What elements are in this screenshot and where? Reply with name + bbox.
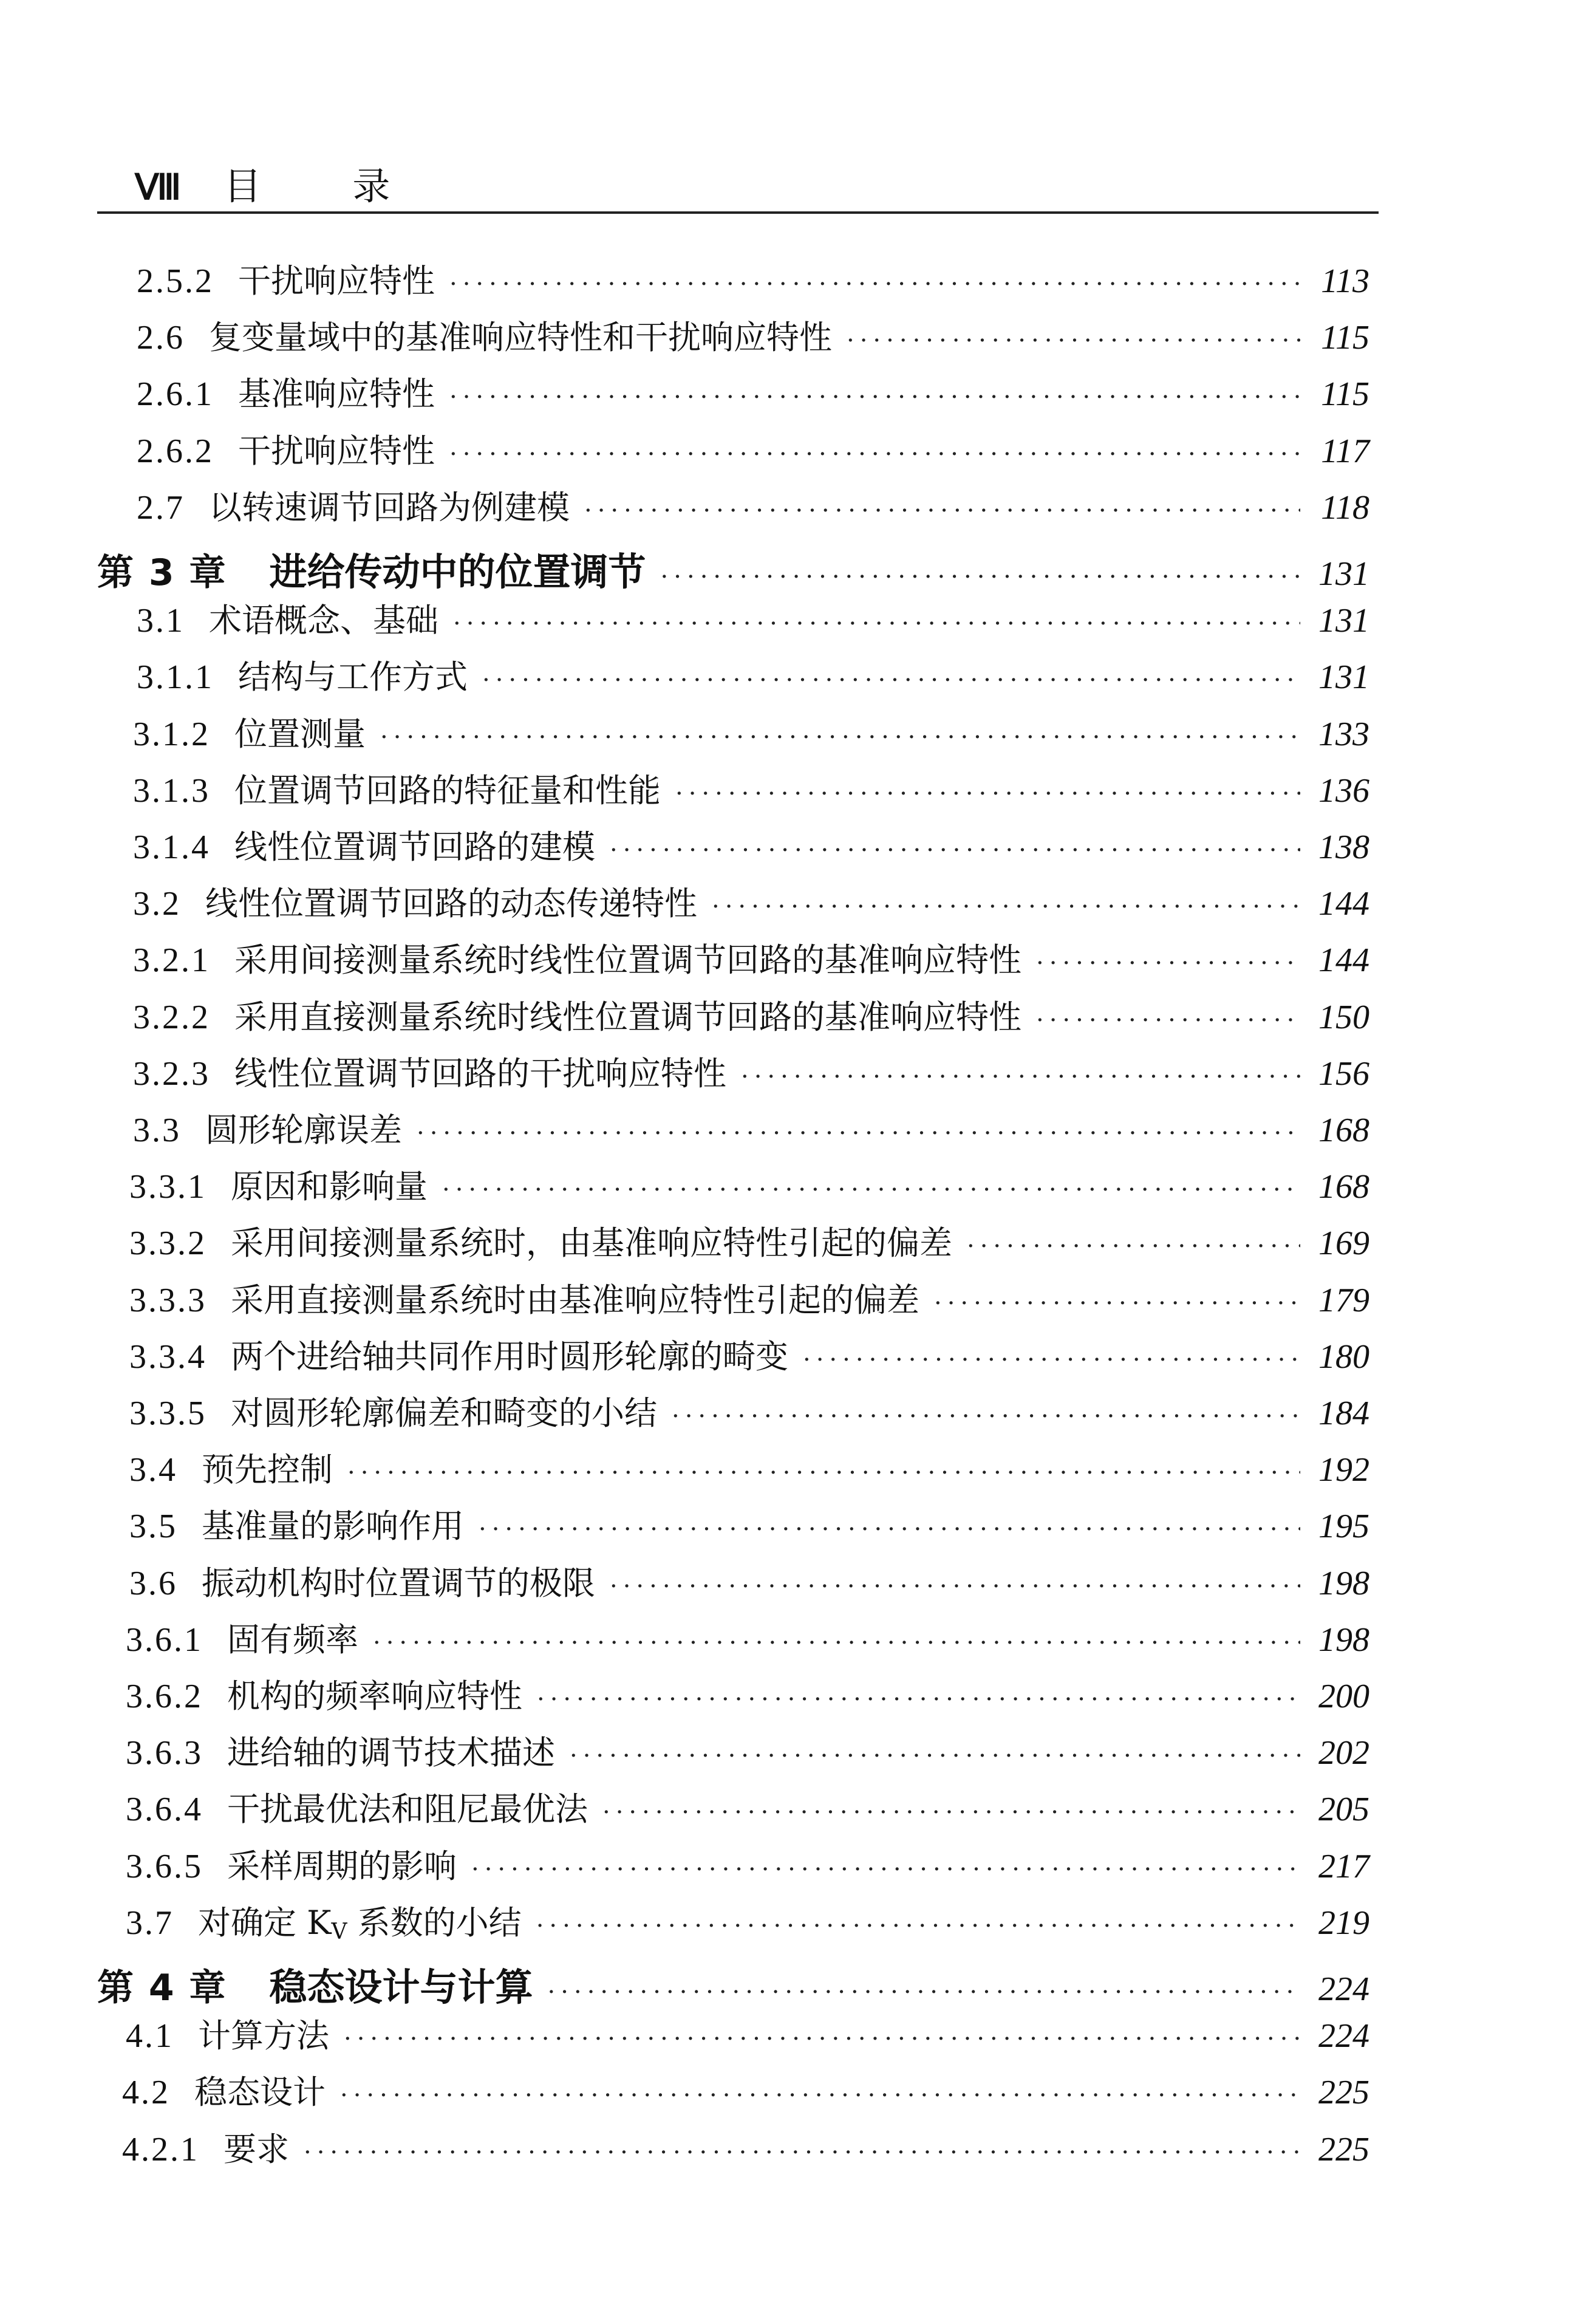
toc-entry[interactable] bbox=[129, 1161, 1369, 1215]
toc-entry-title: 进给轴的调节技术描述 bbox=[227, 1734, 555, 1772]
toc-leader-dots bbox=[344, 2025, 1300, 2053]
toc-entry-title: 结构与工作方式 bbox=[238, 658, 468, 697]
toc-entry-page: 144 bbox=[1318, 885, 1369, 923]
toc-entry-title: 复变量域中的基准响应特性和干扰响应特性 bbox=[209, 318, 832, 357]
toc-entry-title: 基准响应特性 bbox=[238, 375, 435, 414]
toc-leader-dots bbox=[449, 383, 1300, 411]
toc-entry[interactable] bbox=[129, 1331, 1369, 1385]
toc-leader-dots bbox=[373, 1629, 1300, 1657]
toc-entry[interactable] bbox=[133, 1048, 1369, 1102]
toc-entry-page: 217 bbox=[1318, 1847, 1369, 1885]
toc-entry-title: 进给传动中的位置调节 bbox=[269, 550, 646, 594]
toc-entry-page: 180 bbox=[1318, 1337, 1369, 1376]
toc-entry-page: 205 bbox=[1318, 1791, 1369, 1829]
toc-entry-title: 稳态设计 bbox=[194, 2073, 326, 2112]
toc-leader-dots bbox=[449, 270, 1300, 298]
toc-entry[interactable] bbox=[133, 991, 1369, 1046]
toc-entry-title: 采用间接测量系统时线性位置调节回路的基准响应特性 bbox=[234, 941, 1021, 980]
toc-entry-title: 采用直接测量系统时线性位置调节回路的基准响应特性 bbox=[234, 997, 1021, 1036]
toc-leader-dots bbox=[548, 1978, 1300, 2006]
toc-leader-dots bbox=[453, 610, 1300, 638]
toc-entry-title: 位置调节回路的特征量和性能 bbox=[234, 771, 661, 810]
toc-entry[interactable] bbox=[137, 482, 1369, 536]
toc-leader-dots bbox=[610, 1573, 1300, 1600]
toc-entry-number: 3.6 bbox=[129, 1564, 177, 1602]
toc-entry-page: 136 bbox=[1318, 771, 1369, 810]
page-title: 目录 bbox=[223, 164, 482, 208]
toc-entry-title: 稳态设计与计算 bbox=[269, 1965, 533, 2009]
toc-entry-title: 振动机构时位置调节的极限 bbox=[202, 1563, 595, 1602]
toc-entry-number: 3.3.2 bbox=[129, 1225, 206, 1263]
toc-entry-page: 192 bbox=[1318, 1451, 1369, 1489]
toc-entry-number: 3.2.3 bbox=[133, 1054, 210, 1093]
toc-entry-title: 计算方法 bbox=[198, 2017, 329, 2055]
toc-entry[interactable] bbox=[133, 821, 1369, 876]
toc-entry-title-part: 系数的小结 bbox=[347, 1903, 522, 1942]
toc-entry-number: 3.5 bbox=[129, 1508, 177, 1546]
toc-entry[interactable] bbox=[129, 1387, 1369, 1442]
toc-leader-dots bbox=[1036, 1006, 1300, 1034]
toc-entry[interactable] bbox=[129, 1274, 1369, 1329]
toc-entry[interactable] bbox=[129, 1557, 1369, 1612]
toc-entry[interactable] bbox=[137, 255, 1369, 310]
toc-entry-page: 195 bbox=[1318, 1508, 1369, 1546]
toc-entry-number: 3.6.3 bbox=[126, 1734, 203, 1772]
toc-entry-number: 4.2.1 bbox=[122, 2130, 199, 2168]
toc-entry-title: 干扰最优法和阻尼最优法 bbox=[227, 1790, 588, 1829]
toc-entry-page: 169 bbox=[1318, 1225, 1369, 1263]
toc-leader-dots bbox=[934, 1290, 1300, 1317]
toc-entry-title: 线性位置调节回路的动态传递特性 bbox=[205, 884, 697, 923]
toc-entry-number: 2.7 bbox=[137, 488, 185, 527]
toc-entry-page: 131 bbox=[1318, 602, 1369, 640]
toc-entry-page: 150 bbox=[1318, 998, 1369, 1036]
toc-leader-dots bbox=[380, 723, 1300, 751]
toc-entry-page: 144 bbox=[1318, 941, 1369, 980]
toc-entry-number: 3.2.1 bbox=[133, 941, 210, 980]
toc-entry-number: 3.3 bbox=[133, 1112, 181, 1149]
toc-entry[interactable] bbox=[133, 878, 1369, 932]
page-number: Ⅷ bbox=[135, 168, 182, 207]
toc-entry-page: 224 bbox=[1318, 2017, 1369, 2055]
toc-entry-title-part: 对确定 K bbox=[198, 1903, 332, 1942]
toc-leader-dots bbox=[479, 1515, 1300, 1543]
toc-entry[interactable] bbox=[137, 595, 1369, 649]
toc-entry-page: 198 bbox=[1318, 1621, 1369, 1659]
toc-entry-number: 3.7 bbox=[126, 1904, 174, 1942]
toc-leader-dots bbox=[661, 563, 1300, 591]
toc-chapter-entry[interactable] bbox=[97, 542, 1369, 596]
toc-entry-title-subscript: V bbox=[331, 1919, 347, 1944]
toc-leader-dots bbox=[847, 327, 1300, 355]
toc-entry-page: 117 bbox=[1321, 432, 1369, 470]
toc-entry-number: 3.6.4 bbox=[126, 1791, 203, 1829]
toc-leader-dots bbox=[967, 1232, 1300, 1260]
toc-entry-number: 3.1 bbox=[137, 602, 185, 640]
toc-entry-title: 采用直接测量系统时由基准响应特性引起的偏差 bbox=[231, 1280, 919, 1319]
toc-entry[interactable] bbox=[129, 1444, 1369, 1498]
toc-entry-page: 133 bbox=[1318, 715, 1369, 753]
toc-entry-number: 3.1.3 bbox=[133, 771, 210, 810]
toc-entry-title: 预先控制 bbox=[202, 1450, 333, 1489]
toc-entry-title: 圆形轮廓误差 bbox=[205, 1111, 402, 1149]
toc-entry-number: 4.1 bbox=[126, 2017, 174, 2055]
toc-entry-number: 2.6.2 bbox=[137, 432, 214, 470]
toc-entry[interactable] bbox=[133, 1104, 1369, 1159]
toc-entry-page: 168 bbox=[1318, 1112, 1369, 1149]
toc-entry[interactable] bbox=[126, 1614, 1369, 1669]
toc-entry-number: 2.5.2 bbox=[137, 262, 214, 300]
toc-entry-title: 两个进给轴共同作用时圆形轮廓的畸变 bbox=[231, 1337, 788, 1376]
toc-entry[interactable] bbox=[137, 312, 1369, 366]
toc-entry[interactable] bbox=[133, 708, 1369, 763]
toc-entry-page: 113 bbox=[1321, 262, 1369, 300]
header-divider bbox=[97, 211, 1379, 214]
toc-leader-dots bbox=[672, 1402, 1300, 1430]
toc-entry-number: 3.4 bbox=[129, 1451, 177, 1489]
toc-entry-title: 干扰响应特性 bbox=[238, 431, 435, 470]
toc-entry-number: 3.3.3 bbox=[129, 1281, 206, 1319]
toc-entry-page: 224 bbox=[1318, 1970, 1369, 2008]
toc-leader-dots bbox=[712, 893, 1300, 921]
toc-entry-title: 干扰响应特性 bbox=[238, 262, 435, 300]
toc-leader-dots bbox=[675, 780, 1300, 808]
toc-entry-page: 179 bbox=[1318, 1281, 1369, 1319]
toc-entry-number: 4.2 bbox=[122, 2074, 170, 2112]
toc-leader-dots bbox=[482, 666, 1300, 694]
toc-entry-number: 3.2.2 bbox=[133, 998, 210, 1036]
toc-chapter-entry[interactable] bbox=[97, 1957, 1369, 2012]
toc-entry-page: 115 bbox=[1321, 375, 1369, 414]
toc-entry-number: 第 3 章 bbox=[97, 552, 227, 594]
toc-entry-page: 156 bbox=[1318, 1054, 1369, 1093]
toc-leader-dots bbox=[340, 2082, 1300, 2109]
toc-leader-dots bbox=[741, 1063, 1300, 1091]
toc-leader-dots bbox=[1036, 949, 1300, 977]
toc-entry[interactable] bbox=[126, 1897, 1369, 1952]
page-header bbox=[135, 145, 482, 208]
toc-entry-title: 采样周期的影响 bbox=[227, 1846, 457, 1885]
toc-entry[interactable] bbox=[129, 1217, 1369, 1272]
toc-leader-dots bbox=[347, 1459, 1300, 1487]
toc-entry-page: 115 bbox=[1321, 319, 1369, 357]
toc-entry-number: 3.1.1 bbox=[137, 658, 214, 697]
toc-entry-number: 3.3.4 bbox=[129, 1337, 206, 1376]
toc-entry-title: 线性位置调节回路的建模 bbox=[234, 828, 595, 866]
toc-leader-dots bbox=[584, 497, 1300, 525]
toc-entry-title bbox=[198, 1897, 522, 1944]
toc-entry-title: 对圆形轮廓偏差和畸变的小结 bbox=[231, 1394, 657, 1432]
toc-entry-title: 位置测量 bbox=[234, 714, 366, 753]
toc-entry[interactable] bbox=[126, 2010, 1369, 2065]
toc-entry[interactable] bbox=[126, 1727, 1369, 1781]
toc-entry-number: 3.6.1 bbox=[126, 1621, 203, 1659]
toc-leader-dots bbox=[442, 1176, 1300, 1204]
toc-entry-page: 225 bbox=[1318, 2074, 1369, 2112]
toc-leader-dots bbox=[304, 2139, 1300, 2167]
toc-entry[interactable] bbox=[126, 1670, 1369, 1725]
toc-entry-title: 术语概念、基础 bbox=[209, 601, 438, 640]
toc-entry-page: 168 bbox=[1318, 1168, 1369, 1206]
toc-leader-dots bbox=[803, 1346, 1300, 1374]
toc-entry-number: 3.6.2 bbox=[126, 1678, 203, 1715]
toc-entry[interactable] bbox=[126, 1783, 1369, 1838]
toc-entry[interactable] bbox=[137, 425, 1369, 480]
toc-entry-number: 3.3.5 bbox=[129, 1395, 206, 1432]
toc-entry-title: 原因和影响量 bbox=[231, 1167, 428, 1206]
toc-entry-number: 3.3.1 bbox=[129, 1168, 206, 1206]
toc-entry[interactable] bbox=[126, 1840, 1369, 1895]
toc-entry[interactable] bbox=[122, 2066, 1369, 2121]
toc-entry-title: 要求 bbox=[223, 2130, 289, 2168]
toc-entry-number: 3.6.5 bbox=[126, 1847, 203, 1885]
toc-entry-title: 固有频率 bbox=[227, 1620, 358, 1659]
toc-entry-page: 184 bbox=[1318, 1395, 1369, 1432]
toc-leader-dots bbox=[417, 1119, 1300, 1147]
toc-entry-number: 3.1.2 bbox=[133, 715, 210, 753]
toc-entry-title: 机构的频率响应特性 bbox=[227, 1677, 522, 1715]
toc-entry-title: 以转速调节回路为例建模 bbox=[209, 488, 570, 527]
toc-entry[interactable] bbox=[122, 2123, 1369, 2178]
toc-leader-dots bbox=[536, 1912, 1300, 1940]
toc-entry-page: 225 bbox=[1318, 2130, 1369, 2168]
toc-leader-dots bbox=[602, 1799, 1300, 1826]
toc-entry-page: 198 bbox=[1318, 1564, 1369, 1602]
toc-entry-page: 138 bbox=[1318, 828, 1369, 866]
toc-entry-page: 200 bbox=[1318, 1678, 1369, 1715]
toc-leader-dots bbox=[610, 836, 1300, 864]
toc-entry-title: 线性位置调节回路的干扰响应特性 bbox=[234, 1054, 726, 1093]
toc-entry-number: 3.2 bbox=[133, 885, 181, 923]
toc-leader-dots bbox=[471, 1856, 1300, 1884]
toc-entry[interactable] bbox=[133, 765, 1369, 819]
toc-entry-number: 第 4 章 bbox=[97, 1967, 227, 2009]
toc-entry-page: 131 bbox=[1318, 658, 1369, 697]
toc-entry-page: 202 bbox=[1318, 1734, 1369, 1772]
toc-entry-number: 2.6.1 bbox=[137, 375, 214, 414]
toc-entry[interactable] bbox=[137, 368, 1369, 423]
toc-entry-number: 3.1.4 bbox=[133, 828, 210, 866]
toc-entry[interactable] bbox=[129, 1500, 1369, 1555]
toc-entry[interactable] bbox=[133, 934, 1369, 989]
toc-entry-title: 基准量的影响作用 bbox=[202, 1507, 464, 1546]
toc-leader-dots bbox=[449, 440, 1300, 468]
toc-entry-number: 2.6 bbox=[137, 319, 185, 357]
toc-leader-dots bbox=[537, 1686, 1300, 1713]
toc-entry-page: 118 bbox=[1321, 488, 1369, 527]
toc-entry-title: 采用间接测量系统时，由基准响应特性引起的偏差 bbox=[231, 1224, 952, 1263]
toc-entry-page: 219 bbox=[1318, 1904, 1369, 1942]
toc-entry-page: 131 bbox=[1318, 555, 1369, 593]
toc-entry[interactable] bbox=[137, 651, 1369, 706]
toc-leader-dots bbox=[570, 1742, 1300, 1770]
